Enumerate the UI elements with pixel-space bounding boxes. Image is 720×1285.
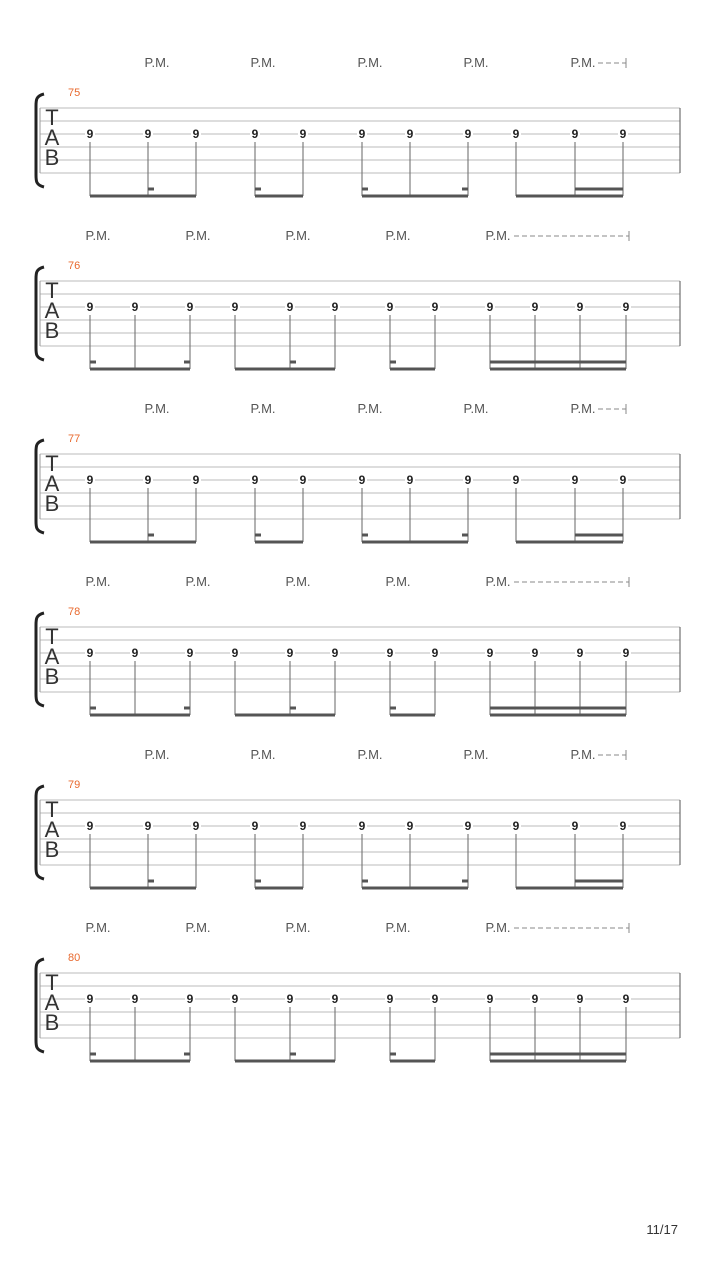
- note-beam: [90, 195, 196, 198]
- secondary-beam: [575, 534, 623, 537]
- fret-number: 9: [299, 819, 307, 833]
- fret-number: 9: [186, 646, 194, 660]
- beam-stub: [184, 707, 190, 710]
- tab-clef-letter: T: [45, 105, 59, 130]
- fret-number: 9: [231, 300, 239, 314]
- fret-number: 9: [186, 992, 194, 1006]
- fret-number: 9: [406, 473, 414, 487]
- fret-number: 9: [486, 646, 494, 660]
- beam-stub: [390, 1053, 396, 1056]
- fret-number: 9: [622, 300, 630, 314]
- beam-stub: [390, 707, 396, 710]
- beam-stub: [290, 361, 296, 364]
- note-beam: [490, 1060, 626, 1063]
- note-beam: [235, 1060, 335, 1063]
- fret-number: 9: [576, 992, 584, 1006]
- tab-clef-letter: T: [45, 624, 59, 649]
- tab-clef-letter: B: [44, 491, 60, 516]
- palm-mute-label: P.M.: [463, 747, 489, 762]
- fret-number: 9: [619, 819, 627, 833]
- secondary-beam: [490, 1053, 626, 1056]
- note-beam: [362, 195, 468, 198]
- fret-number: 9: [531, 992, 539, 1006]
- fret-number: 9: [86, 819, 94, 833]
- beam-stub: [255, 188, 261, 191]
- palm-mute-label: P.M.: [185, 228, 211, 243]
- measure-number: 79: [68, 779, 81, 791]
- fret-number: 9: [186, 300, 194, 314]
- tab-clef-letter: T: [45, 451, 59, 476]
- note-beam: [90, 714, 190, 717]
- note-beam: [90, 887, 196, 890]
- beam-stub: [462, 188, 468, 191]
- palm-mute-label: P.M.: [385, 920, 411, 935]
- palm-mute-label: P.M.: [285, 228, 311, 243]
- beam-stub: [362, 880, 368, 883]
- fret-number: 9: [358, 127, 366, 141]
- fret-number: 9: [131, 646, 139, 660]
- fret-number: 9: [576, 646, 584, 660]
- fret-number: 9: [571, 473, 579, 487]
- fret-number: 9: [571, 819, 579, 833]
- note-beam: [516, 541, 623, 544]
- fret-number: 9: [286, 646, 294, 660]
- note-beam: [390, 368, 435, 371]
- palm-mute-label: P.M.: [385, 228, 411, 243]
- palm-mute-label: P.M.: [485, 228, 511, 243]
- fret-number: 9: [531, 300, 539, 314]
- palm-mute-label: P.M.: [85, 574, 111, 589]
- fret-number: 9: [192, 819, 200, 833]
- beam-stub: [462, 880, 468, 883]
- fret-number: 9: [464, 473, 472, 487]
- note-beam: [255, 195, 303, 198]
- tab-clef-letter: A: [44, 817, 60, 842]
- beam-stub: [362, 188, 368, 191]
- beam-stub: [462, 534, 468, 537]
- palm-mute-label: P.M.: [85, 920, 111, 935]
- fret-number: 9: [386, 646, 394, 660]
- fret-number: 9: [331, 300, 339, 314]
- palm-mute-label: P.M.: [463, 55, 489, 70]
- fret-number: 9: [576, 300, 584, 314]
- fret-number: 9: [531, 646, 539, 660]
- fret-number: 9: [512, 127, 520, 141]
- beam-stub: [148, 534, 154, 537]
- fret-number: 9: [331, 992, 339, 1006]
- palm-mute-label: P.M.: [357, 55, 383, 70]
- measure-number: 77: [68, 433, 81, 445]
- fret-number: 9: [486, 300, 494, 314]
- fret-number: 9: [251, 473, 259, 487]
- fret-number: 9: [431, 646, 439, 660]
- palm-mute-label: P.M.: [250, 401, 276, 416]
- beam-stub: [255, 534, 261, 537]
- tab-clef-letter: B: [44, 837, 60, 862]
- note-beam: [235, 368, 335, 371]
- beam-stub: [148, 880, 154, 883]
- palm-mute-label: P.M.: [570, 747, 596, 762]
- fret-number: 9: [144, 819, 152, 833]
- fret-number: 9: [622, 992, 630, 1006]
- tab-clef-letter: A: [44, 298, 60, 323]
- fret-number: 9: [251, 819, 259, 833]
- fret-number: 9: [512, 473, 520, 487]
- palm-mute-label: P.M.: [85, 228, 111, 243]
- beam-stub: [255, 880, 261, 883]
- note-beam: [516, 887, 623, 890]
- note-beam: [516, 195, 623, 198]
- beam-stub: [290, 707, 296, 710]
- note-beam: [490, 368, 626, 371]
- palm-mute-label: P.M.: [250, 747, 276, 762]
- fret-number: 9: [299, 473, 307, 487]
- tab-clef-letter: T: [45, 278, 59, 303]
- fret-number: 9: [406, 127, 414, 141]
- fret-number: 9: [386, 300, 394, 314]
- note-beam: [255, 541, 303, 544]
- beam-stub: [90, 707, 96, 710]
- fret-number: 9: [386, 992, 394, 1006]
- secondary-beam: [575, 188, 623, 191]
- fret-number: 9: [464, 819, 472, 833]
- fret-number: 9: [231, 646, 239, 660]
- palm-mute-label: P.M.: [144, 401, 170, 416]
- fret-number: 9: [231, 992, 239, 1006]
- fret-number: 9: [192, 473, 200, 487]
- fret-number: 9: [86, 992, 94, 1006]
- palm-mute-label: P.M.: [285, 574, 311, 589]
- measure-number: 76: [68, 260, 81, 272]
- fret-number: 9: [512, 819, 520, 833]
- palm-mute-label: P.M.: [185, 574, 211, 589]
- fret-number: 9: [619, 127, 627, 141]
- page-number: 11/17: [646, 1222, 678, 1237]
- secondary-beam: [575, 880, 623, 883]
- tab-clef-letter: T: [45, 797, 59, 822]
- palm-mute-label: P.M.: [485, 920, 511, 935]
- tab-clef-letter: T: [45, 970, 59, 995]
- tab-clef-letter: A: [44, 125, 60, 150]
- fret-number: 9: [86, 473, 94, 487]
- palm-mute-label: P.M.: [385, 574, 411, 589]
- beam-stub: [184, 1053, 190, 1056]
- note-beam: [90, 541, 196, 544]
- beam-stub: [148, 188, 154, 191]
- tab-clef-letter: A: [44, 644, 60, 669]
- fret-number: 9: [299, 127, 307, 141]
- palm-mute-label: P.M.: [463, 401, 489, 416]
- beam-stub: [390, 361, 396, 364]
- note-beam: [90, 368, 190, 371]
- palm-mute-label: P.M.: [570, 401, 596, 416]
- fret-number: 9: [431, 300, 439, 314]
- note-beam: [390, 714, 435, 717]
- fret-number: 9: [144, 473, 152, 487]
- fret-number: 9: [464, 127, 472, 141]
- palm-mute-label: P.M.: [144, 55, 170, 70]
- note-beam: [362, 541, 468, 544]
- fret-number: 9: [486, 992, 494, 1006]
- fret-number: 9: [286, 992, 294, 1006]
- note-beam: [362, 887, 468, 890]
- note-beam: [490, 714, 626, 717]
- fret-number: 9: [571, 127, 579, 141]
- palm-mute-label: P.M.: [570, 55, 596, 70]
- palm-mute-label: P.M.: [250, 55, 276, 70]
- palm-mute-label: P.M.: [357, 401, 383, 416]
- tab-clef-letter: B: [44, 318, 60, 343]
- fret-number: 9: [131, 300, 139, 314]
- fret-number: 9: [331, 646, 339, 660]
- fret-number: 9: [86, 300, 94, 314]
- tab-clef-letter: B: [44, 664, 60, 689]
- beam-stub: [90, 1053, 96, 1056]
- note-beam: [90, 1060, 190, 1063]
- palm-mute-label: P.M.: [485, 574, 511, 589]
- fret-number: 9: [406, 819, 414, 833]
- tab-clef-letter: A: [44, 990, 60, 1015]
- fret-number: 9: [144, 127, 152, 141]
- measure-number: 80: [68, 952, 81, 964]
- fret-number: 9: [619, 473, 627, 487]
- fret-number: 9: [622, 646, 630, 660]
- fret-number: 9: [358, 819, 366, 833]
- beam-stub: [290, 1053, 296, 1056]
- beam-stub: [90, 361, 96, 364]
- note-beam: [255, 887, 303, 890]
- tab-clef-letter: A: [44, 471, 60, 496]
- fret-number: 9: [286, 300, 294, 314]
- note-beam: [235, 714, 335, 717]
- secondary-beam: [490, 361, 626, 364]
- fret-number: 9: [192, 127, 200, 141]
- tab-clef-letter: B: [44, 1010, 60, 1035]
- fret-number: 9: [431, 992, 439, 1006]
- measure-number: 75: [68, 87, 81, 99]
- beam-stub: [362, 534, 368, 537]
- measure-number: 78: [68, 606, 81, 618]
- fret-number: 9: [86, 646, 94, 660]
- palm-mute-label: P.M.: [285, 920, 311, 935]
- palm-mute-label: P.M.: [185, 920, 211, 935]
- fret-number: 9: [131, 992, 139, 1006]
- beam-stub: [184, 361, 190, 364]
- secondary-beam: [490, 707, 626, 710]
- palm-mute-label: P.M.: [357, 747, 383, 762]
- note-beam: [390, 1060, 435, 1063]
- fret-number: 9: [251, 127, 259, 141]
- fret-number: 9: [358, 473, 366, 487]
- fret-number: 9: [86, 127, 94, 141]
- palm-mute-label: P.M.: [144, 747, 170, 762]
- tab-clef-letter: B: [44, 145, 60, 170]
